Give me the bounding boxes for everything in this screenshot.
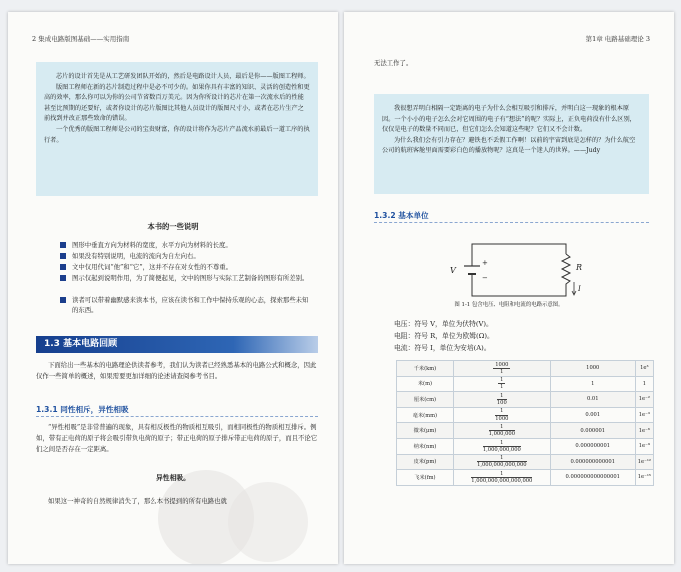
bullet-square-icon: [60, 297, 66, 303]
decimal-cell: 0.000001: [550, 423, 635, 439]
fraction-numerator: 1: [497, 393, 507, 400]
note-item: [60, 273, 312, 283]
table-row: [397, 423, 654, 439]
fraction-denominator: 1: [500, 384, 504, 391]
circuit-wire: [472, 244, 566, 296]
centered-emphasis: 异性相吸。: [156, 474, 190, 482]
unit-name-cell: 毫米(mm): [397, 407, 454, 423]
fraction-numerator: 1: [500, 377, 504, 384]
decimal-cell: 1000: [550, 361, 635, 377]
subsection-paragraph: “异性相吸”是非常普遍的现象，具有相反极性的物质相互吸引，而相同极性的物质相互排斥。例如，带有正电荷的原子将会吸引带负电荷的原子；带正电荷的原子排斥带正电荷的原子，而且不论它们之间是否存在一定距离。: [36, 423, 318, 453]
fraction-numerator: 1000: [495, 361, 509, 368]
note-text: 文中仅用代词“他”和“它”，这并不存在对女性的不尊重。: [72, 263, 233, 271]
unit-definition: 电压：符号 V，单位为伏特(V)。: [394, 320, 493, 328]
subsection-heading: 1.3.1 同性相斥，异性相吸: [36, 405, 129, 414]
scientific-cell: 1e⁻¹⁵: [635, 470, 653, 486]
fraction-numerator: 1: [483, 440, 521, 447]
left-page: [8, 12, 338, 564]
table-row: [397, 392, 654, 408]
fraction-cell: [453, 438, 550, 454]
circuit-diagram: [442, 238, 592, 304]
table-row: [397, 438, 654, 454]
scientific-cell: 1: [635, 376, 653, 392]
fraction-numerator: 1: [471, 471, 532, 478]
table-row: [397, 361, 654, 377]
note-text: 图形中垂直方向为材料的宽度，水平方向为材料的长度。: [72, 241, 232, 249]
table-row: [397, 470, 654, 486]
unit-name-cell: 千米(km): [397, 361, 454, 377]
unit-name-cell: 皮米(pm): [397, 454, 454, 470]
unit-definition: 电流：符号 I，单位为安培(A)。: [394, 344, 491, 352]
note-item: [60, 295, 312, 316]
fraction-cell: [453, 470, 550, 486]
judy-quote-box: [374, 94, 649, 194]
scientific-cell: 1e³: [635, 361, 653, 377]
scientific-cell: 1e⁻²: [635, 392, 653, 408]
decimal-cell: 0.001: [550, 407, 635, 423]
decimal-cell: 0.000000000001: [550, 454, 635, 470]
page-header: 2 集成电路版图基础——实用指南: [32, 35, 130, 43]
bullet-square-icon: [60, 242, 66, 248]
table-row: [397, 454, 654, 470]
decimal-cell: 0.000000000000001: [550, 470, 635, 486]
scientific-cell: 1e⁻⁹: [635, 438, 653, 454]
notes-title: 本书的一些说明: [147, 222, 199, 231]
fraction-denominator: 100: [496, 399, 507, 406]
scientific-cell: 1e⁻⁶: [635, 423, 653, 439]
section-heading: 1.3 基本电路回顾: [36, 336, 318, 353]
fraction-denominator: 1000: [495, 415, 509, 422]
note-item: [60, 251, 312, 261]
scientific-cell: 1e⁻³: [635, 407, 653, 423]
bullet-square-icon: [60, 253, 66, 259]
decimal-cell: 0.000000001: [550, 438, 635, 454]
unit-name-cell: 纳米(nm): [397, 438, 454, 454]
subsection-divider: [36, 416, 318, 417]
quote-paragraph: 为什么我们会有引力存在？避铁也不丢假工作啊！以前的宇宙到底是怎样的？为什么航空公司的航班客舱里面需要彩白色的播放物呢？这真是一个迷人的世界。——Judy: [382, 136, 636, 155]
quote-paragraph: 我很想弄明白相隔一定距离的电子为什么会相互吸引和排斥，并明白这一现象的根本原因。一个小小的电子怎么会对它周围的电子有“想法”的呢？实际上，正负电荷没有什么区别，仅仅是电子的数量不同而已，但它们怎么会知道这些呢？它们又不会计数。: [382, 105, 636, 134]
minus-sign: −: [482, 274, 488, 282]
continued-text: 无法工作了。: [374, 59, 413, 67]
note-text: 如果没有特别说明，电流的流向为自左向右。: [72, 252, 200, 260]
fraction-cell: [453, 392, 550, 408]
fraction-cell: [453, 454, 550, 470]
note-text: 读者可以带着幽默感来读本书，应该在读书和工作中保持乐观的心态，探索那些未知的东西。: [72, 296, 309, 315]
bullet-square-icon: [60, 275, 66, 281]
unit-conversion-table: [396, 360, 654, 486]
intro-quote-box: [36, 62, 318, 196]
bullet-square-icon: [60, 264, 66, 270]
decimal-cell: 0.01: [550, 392, 635, 408]
fraction-denominator: 1,000,000: [488, 431, 516, 438]
fraction-numerator: 1: [477, 455, 527, 462]
fraction-cell: [453, 407, 550, 423]
page-header: 第1章 电路基础理论 3: [585, 35, 650, 43]
note-text: 图示仅起到说明作用，为了简便起见，文中的图形与实际工艺制备的图形有所差别。: [72, 274, 309, 282]
fraction-denominator: 1: [500, 368, 504, 375]
table-row: [397, 376, 654, 392]
fraction-denominator: 1,000,000,000,000,000: [471, 477, 533, 484]
section-intro: 下面给出一些基本的电路理论供读者参考，我们认为读者已经熟悉基本的电路公式和概念，因此仅作一些简单的概述，如果需要更加详细的论述请查阅参考书目。: [36, 361, 317, 380]
current-label: I: [578, 285, 581, 293]
quote-paragraph: 版图工程师在新的芯片制造过程中是必不可少的。如果你具有丰富的知识、灵活的创造性和更高的效率，那么你可以为你的公司节省数百万美元。因为你所设计的芯片在第一次流水后的性能甚至比预期的还要好，或者你设计的芯片版图比其他人员设计的版图尺寸小，或者在芯片生产之前找到并改正那些致命的错误。: [44, 83, 310, 123]
fraction-cell: [453, 423, 550, 439]
fraction-numerator: 1: [489, 424, 515, 431]
quote-paragraph: 一个优秀的版图工程师是公司的宝贵财富，你的设计将作为芯片产品流水前最后一道工序的执行者。: [44, 125, 310, 144]
voltage-label: V: [450, 266, 456, 275]
decimal-cell: 1: [550, 376, 635, 392]
right-page: [344, 12, 674, 564]
subsection-heading: 1.3.2 基本单位: [374, 211, 429, 220]
fraction-denominator: 1,000,000,000,000: [477, 462, 527, 469]
table-row: [397, 407, 654, 423]
plus-sign: +: [482, 259, 488, 267]
resistance-label: R: [576, 263, 583, 272]
unit-name-cell: 厘米(cm): [397, 392, 454, 408]
subsection-divider: [374, 222, 649, 223]
fraction-cell: [453, 376, 550, 392]
unit-name-cell: 微米(μm): [397, 423, 454, 439]
unit-name-cell: 飞米(fm): [397, 470, 454, 486]
scientific-cell: 1e⁻¹²: [635, 454, 653, 470]
fraction-numerator: 1: [495, 408, 508, 415]
fraction-cell: [453, 361, 550, 377]
unit-name-cell: 米(m): [397, 376, 454, 392]
figure-caption: 图 1-1 包含电压、电阻和电流的电路示意图。: [454, 302, 564, 308]
watermark-seal: [228, 482, 308, 562]
fraction-denominator: 1,000,000,000: [482, 446, 521, 453]
unit-definition: 电阻：符号 R，单位为欧姆(Ω)。: [394, 332, 494, 340]
quote-paragraph: 芯片的设计首先是从工艺研发团队开始的，然后是电路设计人员，最后是你——版图工程师。: [56, 73, 310, 80]
closing-paragraph: 如果这一神奇的自然规律消失了，那么本书提到的所有电路也就: [48, 497, 227, 505]
note-item: [60, 240, 312, 250]
note-item: [60, 262, 312, 272]
